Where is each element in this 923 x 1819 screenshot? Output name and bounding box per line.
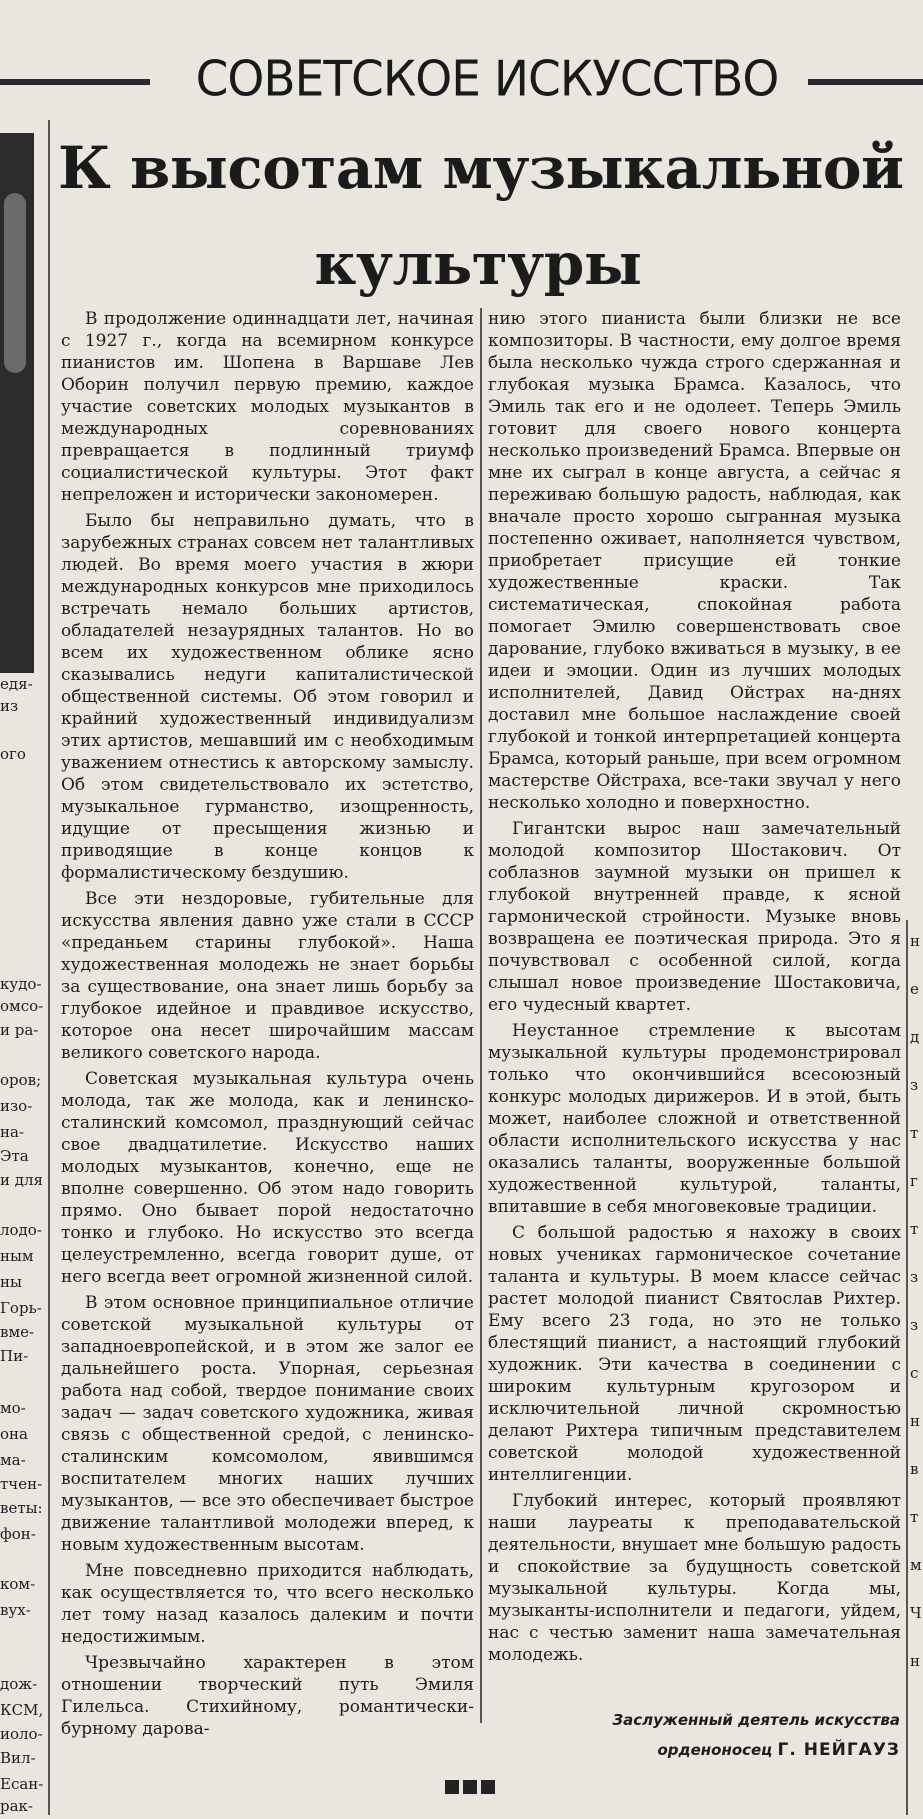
right-fragment: д [910, 1028, 920, 1046]
right-fragment: н [910, 932, 920, 950]
paragraph: С большой радостью я нахожу в своих новых учениках гармоническое сочетание таланта и культуры. В моем классе сейчас растет молодой пианист Святослав Рихтер. Ему всего 23 года, но это не только блестящий пианист, а настоящий глубокий художник. Эти качества в соединении с широким культурным кругозором и исключительной личной скромностью делают Рихтера типичным представителем советской молодой художественной интеллигенции. [488, 1223, 901, 1485]
left-fragment: и для [0, 1171, 43, 1189]
left-fragment: ны [0, 1273, 22, 1291]
right-fragment: т [910, 1220, 919, 1238]
left-fragment: кудо- [0, 975, 42, 993]
headline [58, 120, 904, 312]
left-column-rule [48, 120, 50, 1815]
left-fragment: она [0, 1425, 28, 1443]
left-fragment: на- [0, 1123, 25, 1141]
paragraph: Все эти нездоровые, губительные для искусства явления давно уже стали в СССР «преданьем старины глубокой». Наша художественная молодежь не знает борьбы за существование, она знает лишь борьбу за глубокое идейное и правдивое искусство, которое она несет широчайшим массам великого советского народа. [61, 889, 474, 1063]
left-fragment: дож- [0, 1675, 38, 1693]
middle-column-rule [480, 308, 482, 1723]
right-fragment: е [910, 980, 919, 998]
paragraph: Советская музыкальная культура очень молода, так же молода, как и ленинско-сталинский комсомол, празднующий сейчас свое двадцатилетие. Искусство наших молодых музыкантов, конечно, еще не вполне совершенно. Об этом надо говорить прямо. Оно бывает порой недостаточно тонко и глубоко. Но искусство это всегда целеустремленно, всегда говорит душе, от него всегда веет огромной жизненной силой. [61, 1069, 474, 1287]
paragraph: Чрезвычайно характерен в этом отношении творческий путь Эмиля Гилельса. Стихийному, романтически-бурному дарова- [61, 1653, 474, 1739]
left-fragment: КСМ, [0, 1701, 44, 1719]
left-fragment: из [0, 697, 19, 715]
paragraph: Гигантски вырос наш замечательный молодой композитор Шостакович. От соблазнов заумной музыки он пришел к глубокой внутренней правде, к ясной гармонической стройности. Музыке вновь возвращена ее поэтическая природа. Это я почувствовал с особенной силой, когда слышал новое произведение Шостаковича, его чудесный квартет. [488, 819, 901, 1015]
left-fragment: вух- [0, 1601, 31, 1619]
right-fragment: г [910, 1172, 918, 1190]
left-fragment: ма- [0, 1451, 26, 1469]
left-fragment: Пи- [0, 1347, 29, 1365]
left-fragment: оров; [0, 1071, 42, 1089]
right-fragment: з [910, 1316, 919, 1334]
left-fragment: фон- [0, 1525, 36, 1543]
article-column-2 [488, 308, 901, 1670]
left-fragment: изо- [0, 1097, 33, 1115]
right-fragment: Ч [910, 1604, 922, 1622]
paragraph: Мне повседневно приходится наблюдать, как осуществляется то, что всего несколько лет тому назад казалось далеким и почти недостижимым. [61, 1561, 474, 1647]
paragraph: Глубокий интерес, который проявляют наши лауреаты к преподавательской деятельности, внушает мне большую радость и спокойствие за будущность советской музыкальной культуры. Когда мы, музыканты-исполнители и педагоги, уйдем, нас с честью заменит наша замечательная молодежь. [488, 1491, 901, 1665]
left-fragment: едя- [0, 675, 33, 693]
paragraph: нию этого пианиста были близки не все композиторы. В частности, ему долгое время была несколько чужда строго сдержанная и глубокая музыка Брамса. Казалось, что Эмиль так его и не одолеет. Теперь Эмиль готовит для своего нового концерта несколько произведений Брамса. Впервые он мне их сыграл в конце августа, а сейчас я переживаю большую радость, наблюдая, как вначале просто хорошо сыгранная музыка постепенно оживает, наполняется чувством, приобретает присущие ей тонкие художественные краски. Так систематическая, спокойная работа помогает Эмилю совершенствовать свое дарование, глубоко вживаться в музыку, в ее идеи и эмоции. Один из лучших молодых исполнителей, Давид Ойстрах на-днях доставил мне большое наслаждение своей глубокой и тонкой интерпретацией концерта Брамса, который раньше, при всем огромном мастерстве Ойстраха, все-таки звучал у него несколько холодно и поверхностно. [488, 309, 901, 813]
section-separator [445, 1780, 499, 1798]
right-fragment: т [910, 1124, 919, 1142]
headline-line-1: К высотам музыкальной [58, 134, 904, 202]
article-column-1 [61, 308, 474, 1744]
left-fragment: лодо- [0, 1221, 42, 1239]
paragraph: Неустанное стремление к высотам музыкальной культуры продемонстрировал только что окончившийся всесоюзный конкурс молодых дирижеров. И в этой, быть может, наиболее сложной и ответственной области исполнительского искусства у нас оказались таланты, вооруженные большой художественной культурой, таланты, впитавшие в себя многовековые традиции. [488, 1021, 901, 1217]
left-fragment: ого [0, 745, 26, 763]
left-fragment: мо- [0, 1399, 26, 1417]
right-fragment: т [910, 1508, 919, 1526]
left-fragment: Вил- [0, 1749, 36, 1767]
author-signature [540, 1705, 900, 1765]
left-fragment: веты: [0, 1499, 43, 1517]
right-fragment: н [910, 1652, 920, 1670]
right-fragment: н [910, 1412, 920, 1430]
right-fragment: з [910, 1268, 919, 1286]
left-fragment: ком- [0, 1575, 36, 1593]
right-fragment: в [910, 1460, 919, 1478]
left-fragment: ным [0, 1247, 34, 1265]
right-fragment: м [910, 1556, 922, 1574]
cropped-photo [0, 133, 34, 673]
paragraph: В продолжение одиннадцати лет, начиная с 1927 г., когда на всемирном конкурсе пианистов им. Шопена в Варшаве Лев Оборин получил первую премию, каждое участие советских молодых музыкантов в международных соревнованиях превращается в подлинный триумф социалистической культуры. Этот факт непреложен и исторически закономерен. [61, 309, 474, 505]
header-rule-left [0, 79, 150, 85]
paragraph: Было бы неправильно думать, что в зарубежных странах совсем нет талантливых людей. Во время моего участия в жюри международных конкурсов мне приходилось встречать немало больших артистов, обладателей незаурядных талантов. Но во всем их художественном облике ясно сказывались недуги капиталистической общественной системы. Об этом говорил и крайний художественный индивидуализм этих артистов, мешавший им с необходимым уважением отнестись к авторскому замыслу. Об этом свидетельствовало их эстетство, музыкальное гурманство, изощренность, идущие от пресыщения жизнью и приводящие в конце концов к формалистическому бездушию. [61, 511, 474, 883]
section-header [0, 45, 923, 115]
left-fragment: иоло- [0, 1725, 43, 1743]
left-fragment: Эта [0, 1147, 29, 1165]
right-column-rule [906, 920, 908, 1815]
left-fragment: рак- [0, 1797, 33, 1815]
left-fragment: Есан- [0, 1775, 44, 1793]
left-fragment: Горь- [0, 1299, 42, 1317]
left-fragment: вме- [0, 1323, 35, 1341]
left-fragment: омсо- [0, 997, 44, 1015]
author-prefix: орденоносец [657, 1741, 773, 1759]
paragraph: В этом основное принципиальное отличие советской музыкальной культуры от западноевропейской, и в этом же залог ее дальнейшего роста. Упорная, серьезная работа над собой, твердое понимание своих задач — задач советского художника, живая связь с общественной средой, с ленинско-сталинским комсомолом, явившимся воспитателем многих наших лучших музыкантов, — все это обеспечивает быстрое движение талантливой молодежи вперед, к новым художественным высотам. [61, 1293, 474, 1555]
section-title: СОВЕТСКОЕ ИСКУССТВО [195, 50, 779, 109]
author-title: Заслуженный деятель искусства [612, 1711, 900, 1729]
right-fragment: з [910, 1076, 919, 1094]
author-name: Г. НЕЙГАУЗ [777, 1740, 900, 1760]
right-fragment: с [910, 1364, 919, 1382]
left-fragment: тчен- [0, 1475, 43, 1493]
left-fragment: и ра- [0, 1021, 39, 1039]
headline-line-2: культуры [314, 230, 642, 298]
header-rule-right [808, 79, 923, 85]
